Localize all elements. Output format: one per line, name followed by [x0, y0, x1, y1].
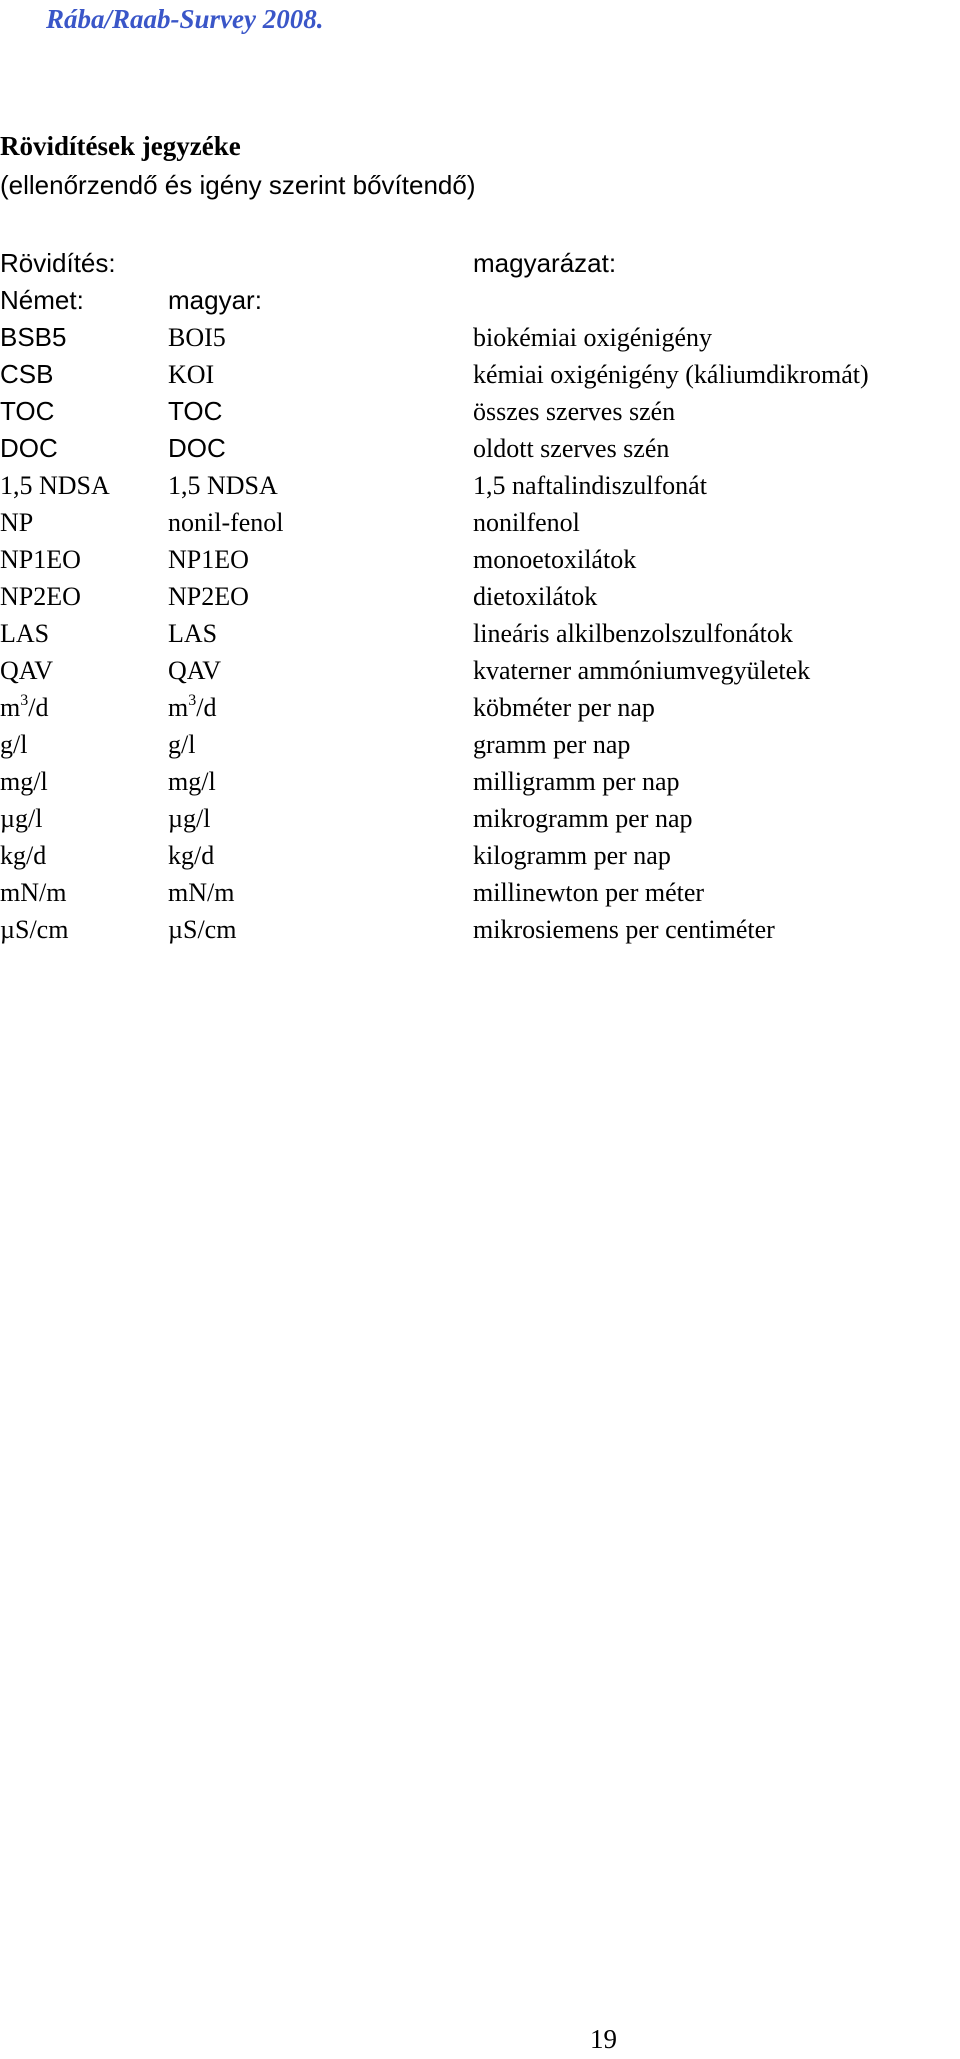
- hungarian-label: magyar:: [168, 285, 262, 315]
- hungarian-abbr: mg/l: [168, 767, 216, 796]
- hungarian-abbr: 1,5 NDSA: [168, 471, 278, 500]
- explanation: milligramm per nap: [473, 767, 680, 796]
- table-row: [0, 763, 960, 800]
- explanation: dietoxilátok: [473, 582, 598, 611]
- german-label: Német:: [0, 285, 84, 315]
- table-row: [0, 319, 960, 356]
- abbreviation-label: Rövidítés:: [0, 248, 116, 278]
- german-abbr: µS/cm: [0, 915, 69, 944]
- table-row: [0, 874, 960, 911]
- explanation: kilogramm per nap: [473, 841, 671, 870]
- german-abbr: 1,5 NDSA: [0, 471, 110, 500]
- explanation: monoetoxilátok: [473, 545, 637, 574]
- table-row: [0, 356, 960, 393]
- unit-superscript: 3: [20, 692, 29, 709]
- hungarian-abbr: NP2EO: [168, 582, 249, 611]
- table-row: [0, 800, 960, 837]
- german-abbr: µg/l: [0, 804, 43, 833]
- hungarian-abbr: µg/l: [168, 804, 211, 833]
- language-header-row: [0, 282, 960, 319]
- table-row: [0, 837, 960, 874]
- hungarian-abbr: NP1EO: [168, 545, 249, 574]
- german-abbr: CSB: [0, 359, 54, 389]
- table-row: [0, 726, 960, 763]
- table-row: [0, 467, 960, 504]
- page-subtitle: (ellenőrzendő és igény szerint bővítendő): [0, 170, 476, 200]
- explanation-label: magyarázat:: [473, 248, 617, 278]
- unit-rest: /d: [28, 693, 49, 722]
- unit-base: m: [0, 693, 21, 722]
- german-abbr: [0, 689, 48, 726]
- hungarian-abbr: BOI5: [168, 323, 226, 352]
- unit-rest: /d: [196, 693, 217, 722]
- german-abbr: mg/l: [0, 767, 48, 796]
- german-abbr: BSB5: [0, 322, 67, 352]
- explanation: mikrogramm per nap: [473, 804, 693, 833]
- german-abbr: mN/m: [0, 878, 67, 907]
- german-abbr: NP: [0, 508, 34, 537]
- explanation: oldott szerves szén: [473, 434, 670, 463]
- page-title: Rövidítések jegyzéke: [0, 131, 241, 161]
- explanation: kvaterner ammóniumvegyületek: [473, 656, 811, 685]
- unit-base: m: [168, 693, 189, 722]
- german-abbr: DOC: [0, 433, 58, 463]
- hungarian-abbr: kg/d: [168, 841, 215, 870]
- table-row: [0, 911, 960, 948]
- hungarian-abbr: TOC: [168, 396, 223, 426]
- table-row: [0, 578, 960, 615]
- hungarian-abbr: nonil-fenol: [168, 508, 284, 537]
- explanation: nonilfenol: [473, 508, 580, 537]
- column-header-row: [0, 245, 960, 282]
- explanation: millinewton per méter: [473, 878, 705, 907]
- table-row: [0, 652, 960, 689]
- explanation: lineáris alkilbenzolszulfonátok: [473, 619, 793, 648]
- hungarian-abbr: LAS: [168, 619, 218, 648]
- page-number: 19: [590, 2024, 617, 2054]
- explanation: biokémiai oxigénigény: [473, 323, 713, 352]
- running-header: Rába/Raab-Survey 2008.: [46, 4, 324, 34]
- hungarian-abbr: QAV: [168, 656, 221, 685]
- explanation: mikrosiemens per centiméter: [473, 915, 775, 944]
- table-row: [0, 541, 960, 578]
- table-row: [0, 504, 960, 541]
- german-abbr: NP1EO: [0, 545, 81, 574]
- hungarian-abbr: KOI: [168, 360, 215, 389]
- german-abbr: TOC: [0, 396, 55, 426]
- german-abbr: LAS: [0, 619, 50, 648]
- hungarian-abbr: DOC: [168, 433, 226, 463]
- hungarian-abbr: g/l: [168, 730, 196, 759]
- table-row: [0, 615, 960, 652]
- explanation: 1,5 naftalindiszulfonát: [473, 471, 707, 500]
- german-abbr: QAV: [0, 656, 53, 685]
- explanation: összes szerves szén: [473, 397, 676, 426]
- explanation: kémiai oxigénigény (káliumdikromát): [473, 360, 869, 389]
- german-abbr: NP2EO: [0, 582, 81, 611]
- hungarian-abbr: mN/m: [168, 878, 235, 907]
- table-row: [0, 689, 960, 726]
- table-row: [0, 393, 960, 430]
- explanation: köbméter per nap: [473, 693, 655, 722]
- table-row: [0, 430, 960, 467]
- explanation: gramm per nap: [473, 730, 631, 759]
- german-abbr: kg/d: [0, 841, 47, 870]
- german-abbr: g/l: [0, 730, 28, 759]
- hungarian-abbr: µS/cm: [168, 915, 237, 944]
- unit-superscript: 3: [188, 692, 197, 709]
- hungarian-abbr: [168, 689, 216, 726]
